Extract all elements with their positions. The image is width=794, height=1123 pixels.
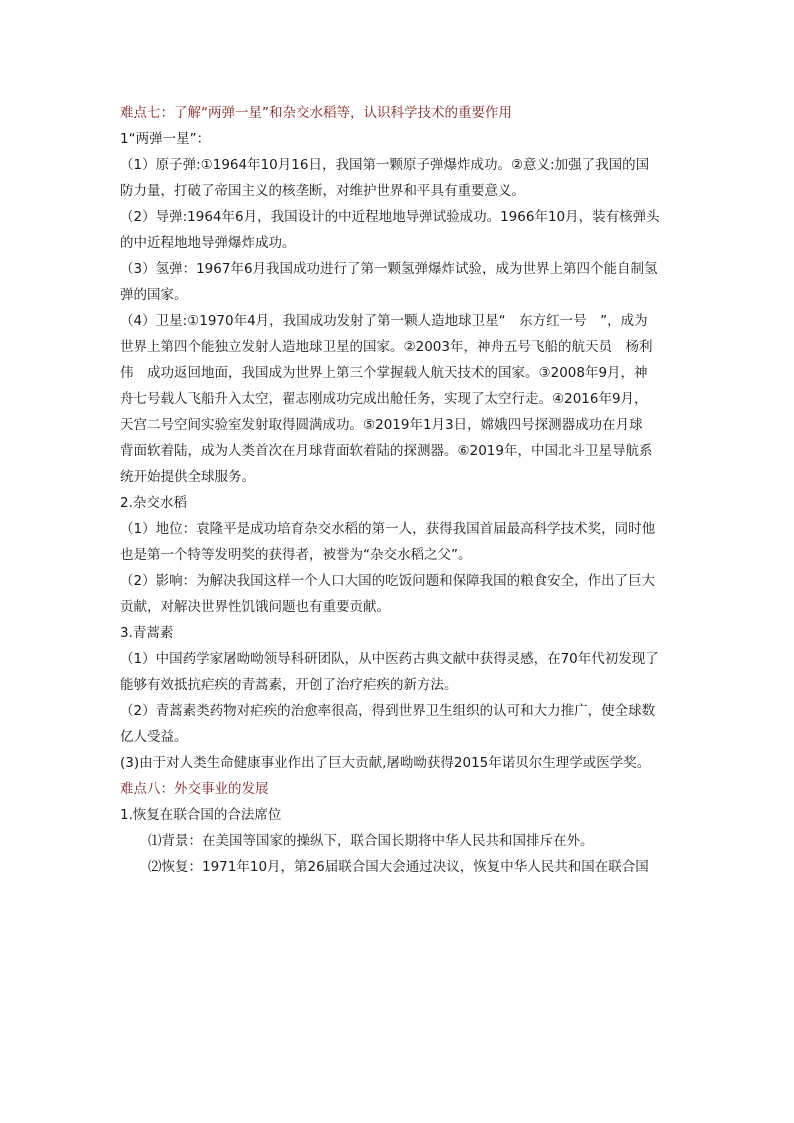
paragraph-line: ⑵恢复：1971年10月，第26届联合国大会通过决议，恢复中华人民共和国在联合国 xyxy=(148,859,649,875)
paragraph-line: 背面软着陆，成为人类首次在月球背面软着陆的探测器。⑥2019年，中国北斗卫星导航系 xyxy=(120,443,653,459)
paragraph-line: （1）地位：袁隆平是成功培育杂交水稻的第一人，获得我国首届最高科学技术奖，同时他 xyxy=(120,521,656,537)
paragraph-line: (3)由于对人类生命健康事业作出了巨大贡献,屠呦呦获得2015年诺贝尔生理学或医学奖。 xyxy=(120,755,651,771)
paragraph-line: 世界上第四个能独立发射人造地球卫星的国家。②2003年，神舟五号飞船的航天员 杨利 xyxy=(120,339,653,355)
paragraph-line: 伟 成功返回地面，我国成为世界上第三个掌握载人航天技术的国家。③2008年9月，神 xyxy=(120,365,648,381)
subheading-un-seat: 1.恢复在联合国的合法席位 xyxy=(120,807,282,823)
paragraph-line: 天宫二号空间实验室发射取得圆满成功。⑤2019年1月3日，嫦娥四号探测器成功在月球 xyxy=(120,417,643,433)
paragraph-line: 防力量，打破了帝国主义的核垄断，对维护世界和平具有重要意义。 xyxy=(120,183,525,199)
paragraph-line: 的中近程地地导弹爆炸成功。 xyxy=(120,235,296,251)
paragraph-line: 舟七号载人飞船升入太空，翟志刚成功完成出舱任务，实现了太空行走。④2016年9月， xyxy=(120,391,648,407)
paragraph-line: 亿人受益。 xyxy=(120,729,188,745)
paragraph-line: （1）中国药学家屠呦呦领导科研团队，从中医药古典文献中获得灵感，在70年代初发现了 xyxy=(120,651,659,667)
section-heading-7: 难点七：了解“两弹一星”和杂交水稻等，认识科学技术的重要作用 xyxy=(120,105,512,121)
paragraph-line: （4）卫星:①1970年4月，我国成功发射了第一颗人造地球卫星“ 东方红一号 ”，成为 xyxy=(120,313,648,329)
paragraph-line: ⑴背景：在美国等国家的操纵下，联合国长期将中华人民共和国排斥在外。 xyxy=(148,833,594,849)
subheading-hybrid-rice: 2.杂交水稻 xyxy=(120,495,187,511)
paragraph-line: 能够有效抵抗疟疾的青蒿素，开创了治疗疟疾的新方法。 xyxy=(120,677,458,693)
subheading-artemisinin: 3.青蒿素 xyxy=(120,625,174,641)
paragraph-line: 也是第一个特等发明奖的获得者，被誉为“杂交水稻之父”。 xyxy=(120,547,472,563)
paragraph-line: 统开始提供全球服务。 xyxy=(120,469,255,485)
paragraph-line: （2）导弹:1964年6月，我国设计的中近程地地导弹试验成功。1966年10月，装有核弹头 xyxy=(120,209,660,225)
paragraph-line: （2）影响：为解决我国这样一个人口大国的吃饭问题和保障我国的粮食安全，作出了巨大 xyxy=(120,573,656,589)
paragraph-line: （2）青蒿素类药物对疟疾的治愈率很高，得到世界卫生组织的认可和大力推广，使全球数 xyxy=(120,703,656,719)
paragraph-line: （1）原子弹:①1964年10月16日，我国第一颗原子弹爆炸成功。②意义:加强了我国的国 xyxy=(120,157,650,173)
section-heading-8: 难点八：外交事业的发展 xyxy=(120,781,269,797)
paragraph-line: （3）氢弹：1967年6月我国成功进行了第一颗氢弹爆炸试验，成为世界上第四个能自制氢 xyxy=(120,261,658,277)
paragraph-line: 弹的国家。 xyxy=(120,287,188,303)
subheading-two-bombs-one-satellite: 1“两弹一星”： xyxy=(120,131,211,147)
paragraph-line: 贡献，对解决世界性饥饿问题也有重要贡献。 xyxy=(120,599,390,615)
